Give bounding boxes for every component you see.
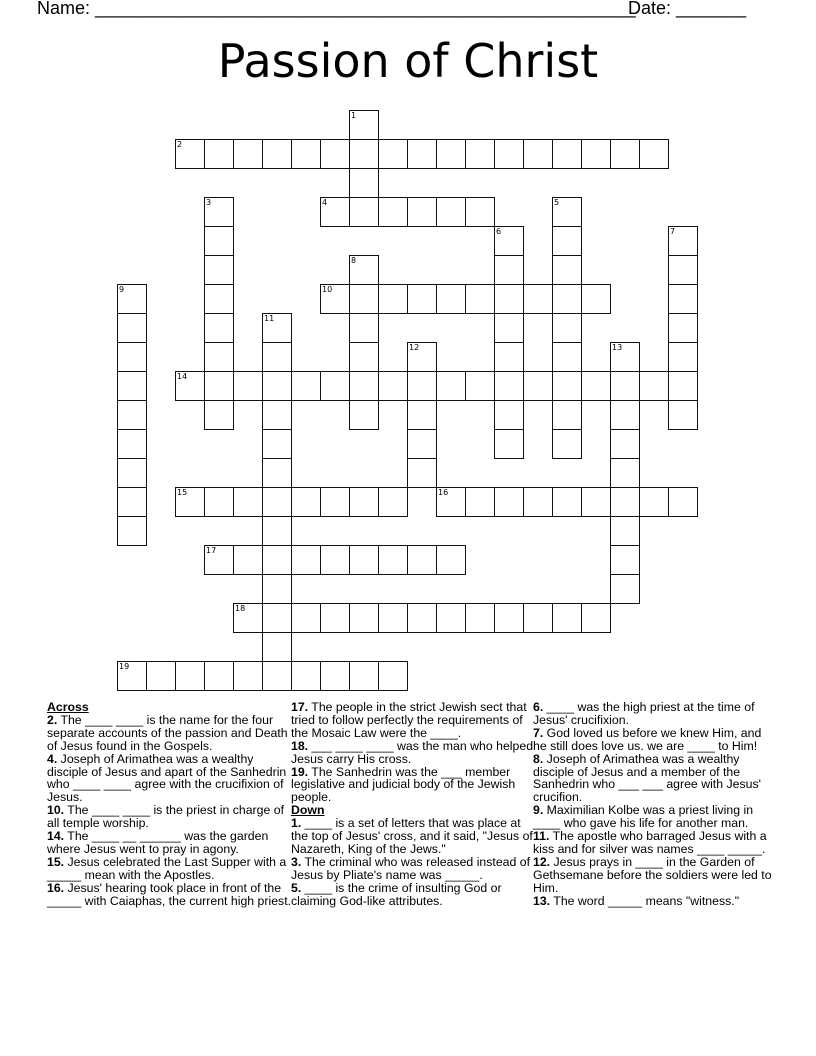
cell-number: 10 <box>322 285 333 294</box>
grid-cell[interactable] <box>581 487 611 517</box>
clue-text: The ____ ____ is the name for the four separate accounts of the passion and Death of Jesus found in the Gospels. <box>47 712 288 753</box>
clue-number: 13. <box>533 893 551 908</box>
across-clue <box>291 766 541 805</box>
grid-cell[interactable] <box>349 284 379 314</box>
clue-number: 18. <box>291 738 309 753</box>
grid-cell[interactable] <box>320 545 350 575</box>
grid-cell[interactable] <box>552 371 582 401</box>
grid-cell[interactable] <box>494 139 524 169</box>
grid-cell[interactable] <box>117 371 147 401</box>
grid-cell[interactable] <box>117 400 147 430</box>
grid-cell[interactable] <box>494 342 524 372</box>
grid-cell[interactable] <box>117 661 147 691</box>
grid-cell[interactable] <box>552 429 582 459</box>
grid-cell[interactable] <box>610 545 640 575</box>
across-clue <box>47 753 297 805</box>
grid-cell[interactable] <box>465 139 495 169</box>
clue-text: The ____ ____ is the priest in charge of all temple worship. <box>47 803 285 831</box>
across-clue <box>47 856 297 882</box>
grid-cell[interactable] <box>581 139 611 169</box>
cell-number: 15 <box>177 488 188 497</box>
clue-number: 12. <box>533 854 551 869</box>
grid-cell[interactable] <box>465 487 495 517</box>
grid-cell[interactable] <box>349 313 379 343</box>
grid-cell[interactable] <box>291 371 321 401</box>
grid-cell[interactable] <box>378 661 408 691</box>
grid-cell[interactable] <box>436 603 466 633</box>
grid-cell[interactable] <box>204 342 234 372</box>
clue-text: ____ is a set of letters that was place at the top of Jesus' cross, and it said, "Jesus of Nazareth, King of the Jews." <box>291 816 533 856</box>
grid-cell[interactable] <box>668 371 698 401</box>
clue-text: Jesus' hearing took place in front of the _____ with Caiaphas, the current high priest. <box>47 880 292 908</box>
clue-number: 1. <box>291 816 302 831</box>
grid-cell[interactable] <box>639 371 669 401</box>
cell-number: 4 <box>322 198 328 207</box>
down-clue <box>533 753 778 805</box>
grid-cell[interactable] <box>291 661 321 691</box>
grid-cell[interactable] <box>465 371 495 401</box>
grid-cell[interactable] <box>407 197 437 227</box>
grid-cell[interactable] <box>407 371 437 401</box>
grid-cell[interactable] <box>552 226 582 256</box>
down-clue <box>533 701 778 727</box>
grid-cell[interactable] <box>262 487 292 517</box>
grid-cell[interactable] <box>552 197 582 227</box>
grid-cell[interactable] <box>262 545 292 575</box>
grid-cell[interactable] <box>668 400 698 430</box>
grid-cell[interactable] <box>668 226 698 256</box>
grid-cell[interactable] <box>349 168 379 198</box>
across-clue <box>47 882 297 908</box>
clue-text: Jesus celebrated the Last Supper with a _____ mean with the Apostles. <box>47 854 287 882</box>
grid-cell[interactable] <box>175 487 205 517</box>
grid-cell[interactable] <box>668 255 698 285</box>
grid-cell[interactable] <box>552 342 582 372</box>
clue-text: ___ ____ ____ was the man who helped Jesus carry His cross. <box>291 738 534 766</box>
grid-cell[interactable] <box>349 603 379 633</box>
grid-cell[interactable] <box>407 342 437 372</box>
grid-cell[interactable] <box>523 487 553 517</box>
grid-cell[interactable] <box>349 255 379 285</box>
clue-text: The Sanhedrin was the ___ member legislative and judicial body of the Jewish people. <box>291 764 516 805</box>
grid-cell[interactable] <box>349 197 379 227</box>
cell-number: 5 <box>554 198 560 207</box>
grid-cell[interactable] <box>610 574 640 604</box>
down-clue <box>533 804 778 830</box>
clue-number: 7. <box>533 725 544 740</box>
grid-cell[interactable] <box>494 226 524 256</box>
grid-cell[interactable] <box>262 603 292 633</box>
grid-cell[interactable] <box>204 400 234 430</box>
grid-cell[interactable] <box>233 661 263 691</box>
grid-cell[interactable] <box>262 400 292 430</box>
down-clue <box>291 817 541 856</box>
grid-cell[interactable] <box>581 284 611 314</box>
grid-cell[interactable] <box>291 139 321 169</box>
clue-number: 6. <box>533 700 544 714</box>
grid-cell[interactable] <box>320 197 350 227</box>
grid-cell[interactable] <box>494 487 524 517</box>
grid-cell[interactable] <box>204 284 234 314</box>
clue-number: 3. <box>291 854 302 869</box>
grid-cell[interactable] <box>639 487 669 517</box>
grid-cell[interactable] <box>610 371 640 401</box>
cell-number: 2 <box>177 140 183 149</box>
clue-number: 11. <box>533 829 550 844</box>
grid-cell[interactable] <box>204 487 234 517</box>
clue-text: God loved us before we knew Him, and he still does love us. we are ____ to Him! <box>533 725 762 753</box>
clue-text: The criminal who was released instead of Jesus by Pliate's name was _____. <box>291 854 531 882</box>
clue-number: 9. <box>533 803 544 818</box>
grid-cell[interactable] <box>465 284 495 314</box>
grid-cell[interactable] <box>204 371 234 401</box>
grid-cell[interactable] <box>378 139 408 169</box>
grid-cell[interactable] <box>291 545 321 575</box>
grid-cell[interactable] <box>610 342 640 372</box>
grid-cell[interactable] <box>349 661 379 691</box>
grid-cell[interactable] <box>320 603 350 633</box>
grid-cell[interactable] <box>378 603 408 633</box>
down-clue <box>291 856 541 882</box>
grid-cell[interactable] <box>407 603 437 633</box>
grid-cell[interactable] <box>407 458 437 488</box>
grid-cell[interactable] <box>552 313 582 343</box>
clue-number: 2. <box>47 712 58 727</box>
cell-number: 3 <box>206 198 212 207</box>
cell-number: 14 <box>177 372 188 381</box>
grid-cell[interactable] <box>117 487 147 517</box>
grid-cell[interactable] <box>291 487 321 517</box>
across-clue <box>291 738 544 766</box>
cell-number: 12 <box>409 343 420 352</box>
grid-cell[interactable] <box>262 371 292 401</box>
grid-cell[interactable] <box>291 603 321 633</box>
down-clue <box>533 830 778 856</box>
across-clue <box>291 700 544 740</box>
clue-number: 15. <box>47 854 65 869</box>
name-field[interactable]: Name: ______________________________________________________ <box>37 0 636 18</box>
cell-number: 11 <box>264 314 275 323</box>
grid-cell[interactable] <box>378 284 408 314</box>
grid-cell[interactable] <box>494 284 524 314</box>
grid-cell[interactable] <box>349 487 379 517</box>
clue-text: Maximilian Kolbe was a priest living in ____ who gave his life for another man. <box>533 803 754 831</box>
down-clue <box>533 895 778 908</box>
grid-cell[interactable] <box>407 400 437 430</box>
grid-cell[interactable] <box>552 603 582 633</box>
grid-cell[interactable] <box>262 458 292 488</box>
grid-cell[interactable] <box>436 371 466 401</box>
grid-cell[interactable] <box>494 429 524 459</box>
clue-number: 8. <box>533 751 544 766</box>
grid-cell[interactable] <box>320 284 350 314</box>
clue-number: 10. <box>47 803 65 818</box>
grid-cell[interactable] <box>117 458 147 488</box>
clue-number: 14. <box>47 829 65 844</box>
grid-cell[interactable] <box>581 603 611 633</box>
grid-cell[interactable] <box>494 371 524 401</box>
grid-cell[interactable] <box>233 487 263 517</box>
grid-cell[interactable] <box>175 661 205 691</box>
clue-text: Joseph of Arimathea was a wealthy disciple of Jesus and apart of the Sanhedrin who ____ ____ agree with the crucifixion of Jesus. <box>47 751 287 805</box>
grid-cell[interactable] <box>146 661 176 691</box>
grid-cell[interactable] <box>610 400 640 430</box>
grid-cell[interactable] <box>523 139 553 169</box>
grid-cell[interactable] <box>407 545 437 575</box>
grid-cell[interactable] <box>523 371 553 401</box>
grid-cell[interactable] <box>262 342 292 372</box>
clue-text: ____ was the high priest at the time of Jesus' crucifixion. <box>533 700 755 727</box>
grid-cell[interactable] <box>117 429 147 459</box>
grid-cell[interactable] <box>378 197 408 227</box>
down-heading: Down <box>291 803 325 818</box>
grid-cell[interactable] <box>552 400 582 430</box>
grid-cell[interactable] <box>349 110 379 140</box>
down-clue <box>291 882 541 908</box>
cell-number: 7 <box>670 227 676 236</box>
clue-text: The people in the strict Jewish sect that tried to follow perfectly the requirements of the Mosaic Law were the ____. <box>291 700 527 740</box>
grid-cell[interactable] <box>378 371 408 401</box>
grid-cell[interactable] <box>320 139 350 169</box>
clue-number: 5. <box>291 880 302 895</box>
grid-cell[interactable] <box>407 139 437 169</box>
grid-cell[interactable] <box>320 661 350 691</box>
grid-cell[interactable] <box>349 545 379 575</box>
grid-cell[interactable] <box>436 139 466 169</box>
clue-text: The apostle who barraged Jesus with a kiss and for silver was names ____ _____. <box>533 829 767 856</box>
grid-cell[interactable] <box>552 139 582 169</box>
grid-cell[interactable] <box>494 255 524 285</box>
grid-cell[interactable] <box>320 371 350 401</box>
grid-cell[interactable] <box>262 632 292 662</box>
grid-cell[interactable] <box>552 284 582 314</box>
cell-number: 17 <box>206 546 217 555</box>
grid-cell[interactable] <box>117 342 147 372</box>
grid-cell[interactable] <box>668 313 698 343</box>
grid-cell[interactable] <box>668 487 698 517</box>
grid-cell[interactable] <box>552 255 582 285</box>
grid-cell[interactable] <box>117 516 147 546</box>
cell-number: 19 <box>119 662 130 671</box>
grid-cell[interactable] <box>610 139 640 169</box>
grid-cell[interactable] <box>262 661 292 691</box>
grid-cell[interactable] <box>204 139 234 169</box>
grid-cell[interactable] <box>233 545 263 575</box>
grid-cell[interactable] <box>233 371 263 401</box>
clue-number: 4. <box>47 751 58 766</box>
grid-cell[interactable] <box>117 313 147 343</box>
grid-cell[interactable] <box>436 487 466 517</box>
grid-cell[interactable] <box>233 139 263 169</box>
grid-cell[interactable] <box>465 197 495 227</box>
clue-text: Jesus prays in ____ in the Garden of Gethsemane before the soldiers were led to Him. <box>533 854 772 895</box>
grid-cell[interactable] <box>204 661 234 691</box>
grid-cell[interactable] <box>204 226 234 256</box>
grid-cell[interactable] <box>204 545 234 575</box>
cell-number: 1 <box>351 111 357 120</box>
grid-cell[interactable] <box>436 284 466 314</box>
grid-cell[interactable] <box>668 342 698 372</box>
cell-number: 9 <box>119 285 125 294</box>
grid-cell[interactable] <box>552 487 582 517</box>
grid-cell[interactable] <box>407 284 437 314</box>
down-clue <box>533 856 778 895</box>
grid-cell[interactable] <box>378 545 408 575</box>
grid-cell[interactable] <box>465 603 495 633</box>
page-title: Passion of Christ <box>217 34 599 88</box>
grid-cell[interactable] <box>436 197 466 227</box>
grid-cell[interactable] <box>610 429 640 459</box>
grid-cell[interactable] <box>262 574 292 604</box>
grid-cell[interactable] <box>320 487 350 517</box>
grid-cell[interactable] <box>378 487 408 517</box>
grid-cell[interactable] <box>349 342 379 372</box>
grid-cell[interactable] <box>494 603 524 633</box>
cell-number: 13 <box>612 343 623 352</box>
clue-text: ____ is the crime of insulting God or claiming God-like attributes. <box>291 880 502 908</box>
grid-cell[interactable] <box>117 284 147 314</box>
cell-number: 8 <box>351 256 357 265</box>
grid-cell[interactable] <box>639 139 669 169</box>
grid-cell[interactable] <box>262 313 292 343</box>
clue-text: The word _____ means "witness." <box>550 893 740 908</box>
grid-cell[interactable] <box>436 545 466 575</box>
clue-number: 17. <box>291 700 309 714</box>
grid-cell[interactable] <box>262 139 292 169</box>
grid-cell[interactable] <box>523 603 553 633</box>
cell-number: 18 <box>235 604 246 613</box>
clue-text: The ____ __ ______ was the garden where Jesus went to pray in agony. <box>47 829 269 856</box>
grid-cell[interactable] <box>668 284 698 314</box>
clue-text: Joseph of Arimathea was a wealthy disciple of Jesus and a member of the Sanhedrin who ___ ___ agree with Jesus' crucifion. <box>533 751 761 805</box>
grid-cell[interactable] <box>349 371 379 401</box>
grid-cell[interactable] <box>349 139 379 169</box>
grid-cell[interactable] <box>610 516 640 546</box>
grid-cell[interactable] <box>610 487 640 517</box>
grid-cell[interactable] <box>175 139 205 169</box>
grid-cell[interactable] <box>204 197 234 227</box>
grid-cell[interactable] <box>204 313 234 343</box>
grid-cell[interactable] <box>494 400 524 430</box>
clue-number: 19. <box>291 764 309 779</box>
grid-cell[interactable] <box>349 400 379 430</box>
cell-number: 16 <box>438 488 449 497</box>
date-field[interactable]: Date: _______ <box>628 0 747 18</box>
grid-cell[interactable] <box>175 371 205 401</box>
across-clue <box>47 804 297 830</box>
across-clue <box>47 830 297 856</box>
grid-cell[interactable] <box>494 313 524 343</box>
grid-cell[interactable] <box>262 429 292 459</box>
across-heading: Across <box>47 700 89 714</box>
grid-cell[interactable] <box>610 458 640 488</box>
grid-cell[interactable] <box>523 284 553 314</box>
grid-cell[interactable] <box>407 429 437 459</box>
clues-column-3 <box>533 701 778 908</box>
down-clue <box>533 727 778 753</box>
grid-cell[interactable] <box>233 603 263 633</box>
clues-column-1 <box>47 701 297 908</box>
grid-cell[interactable] <box>262 516 292 546</box>
across-clue <box>47 714 297 753</box>
grid-cell[interactable] <box>204 255 234 285</box>
grid-cell[interactable] <box>581 371 611 401</box>
clue-number: 16. <box>47 880 65 895</box>
cell-number: 6 <box>496 227 502 236</box>
